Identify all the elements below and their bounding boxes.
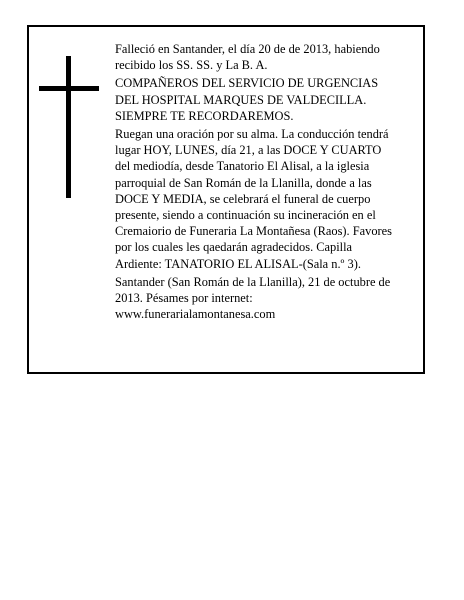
location-date-paragraph (115, 274, 421, 323)
text-line: COMPAÑEROS DEL SERVICIO DE URGENCIAS (115, 76, 379, 91)
text-line: Cremaiorio de Funeraria La Montañesa (Raos). Favores (115, 224, 392, 239)
cross-vertical-bar (66, 56, 71, 198)
text-line: parroquial de San Román de la Llanilla, donde a las (115, 175, 372, 190)
text-line: DEL HOSPITAL MARQUES DE VALDECILLA. (115, 92, 367, 107)
text-line: 2013. Pésames por internet: (115, 291, 253, 306)
website-url: www.funerarialamontanesa.com (115, 307, 276, 322)
death-announcement-paragraph (115, 41, 421, 73)
text-line: lugar HOY, LUNES, día 21, a las DOCE Y CUARTO (115, 143, 382, 158)
text-line: Ruegan una oración por su alma. La conducción tendrá (115, 127, 389, 142)
obituary-notice (27, 25, 425, 374)
text-line: Ardiente: TANATORIO EL ALISAL-(Sala n.º 3). (115, 256, 361, 271)
text-line: recibido los SS. SS. y La B. A. (115, 58, 268, 73)
text-line: Santander (San Román de la Llanilla), 21 de octubre de (115, 274, 391, 289)
text-line: por los cuales les qaedarán agradecidos. Capilla (115, 240, 353, 255)
text-line: del mediodía, desde Tanatorio El Alisal, a la iglesia (115, 159, 370, 174)
text-line: presente, siendo a continuación su incineración en el (115, 208, 376, 223)
cross-horizontal-bar (39, 86, 99, 91)
cross-icon (39, 56, 99, 198)
text-line: DOCE Y MEDIA, se celebrará el funeral de cuerpo (115, 191, 371, 206)
text-line: SIEMPRE TE RECORDAREMOS. (115, 108, 294, 123)
funeral-details-paragraph (115, 126, 421, 272)
text-line: Falleció en Santander, el día 20 de de 2013, habiendo (115, 42, 380, 56)
dedication-paragraph (115, 75, 421, 124)
obituary-text (115, 41, 421, 322)
